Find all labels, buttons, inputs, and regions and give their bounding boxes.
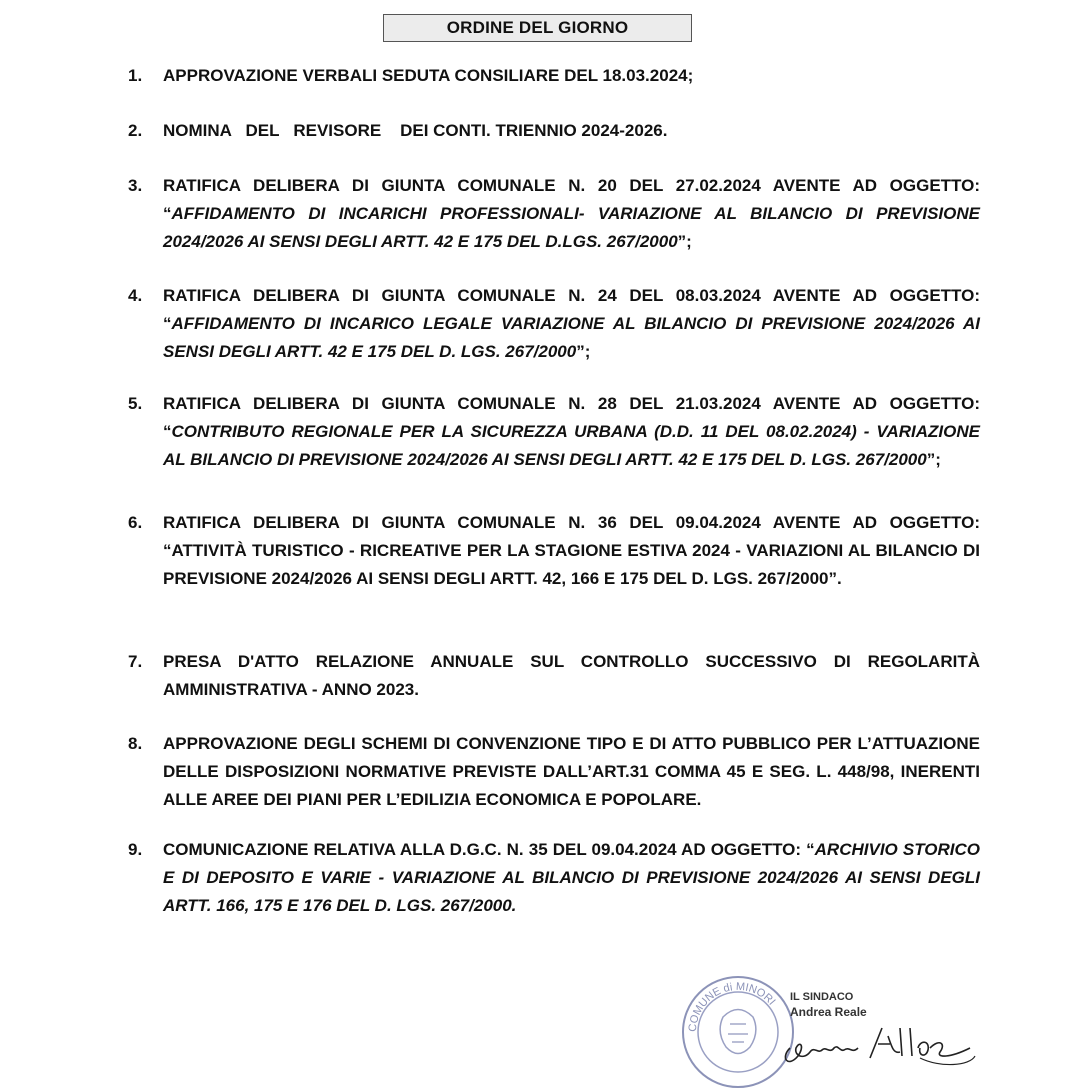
- agenda-item-9: [128, 836, 980, 920]
- document-title: ORDINE DEL GIORNO: [383, 14, 692, 42]
- item-lead: RATIFICA DELIBERA DI GIUNTA COMUNALE N. 28 DEL 21.03.2024 AVENTE AD OGGETTO: “: [163, 394, 980, 441]
- item-text: NOMINA DEL REVISORE DEI CONTI. TRIENNIO 2024-2026.: [163, 121, 668, 140]
- agenda-item-5: [128, 390, 980, 474]
- agenda-item-1: [128, 62, 980, 90]
- item-text: [163, 836, 980, 920]
- agenda-item-3: [128, 172, 980, 256]
- item-number: 2.: [128, 121, 143, 140]
- item-subject: CONTRIBUTO REGIONALE PER LA SICUREZZA URBANA (D.D. 11 DEL 08.02.2024) - VARIAZIONE AL BILANCIO DI PREVISIONE 2024/2026 AI SENSI DEGLI ARTT. 42 E 175 DEL D. LGS. 267/2000: [163, 422, 980, 469]
- agenda-item-7: [128, 648, 980, 704]
- item-text: [163, 390, 980, 474]
- item-number: 5.: [128, 394, 143, 413]
- item-text: [163, 172, 980, 256]
- item-subject: ARCHIVIO STORICO E DI DEPOSITO E VARIE - VARIAZIONE AL BILANCIO DI PREVISIONE 2024/2026 AI SENSI DEGLI ARTT. 166, 175 E 176 DEL D. LGS. 267/2000.: [163, 840, 981, 915]
- signature-name: Andrea Reale: [790, 1005, 867, 1019]
- item-subject: AFFIDAMENTO DI INCARICO LEGALE VARIAZIONE AL BILANCIO DI PREVISIONE 2024/2026 AI SENSI DEGLI ARTT. 42 E 175 DEL D. LGS. 267/2000: [163, 314, 980, 361]
- stamp-text: COMUNE di MINORI: [686, 980, 778, 1033]
- item-tail: ”;: [576, 342, 591, 361]
- agenda-item-2: [128, 117, 980, 145]
- agenda-item-8: [128, 730, 980, 814]
- item-subject: AFFIDAMENTO DI INCARICHI PROFESSIONALI- VARIAZIONE AL BILANCIO DI PREVISIONE 2024/2026 AI SENSI DEGLI ARTT. 42 E 175 DEL D.LGS. 267/2000: [163, 204, 980, 251]
- item-number: 4.: [128, 286, 143, 305]
- agenda-item-6: [128, 509, 980, 593]
- item-text: APPROVAZIONE VERBALI SEDUTA CONSILIARE DEL 18.03.2024;: [163, 66, 694, 85]
- item-lead: RATIFICA DELIBERA DI GIUNTA COMUNALE N. 20 DEL 27.02.2024 AVENTE AD OGGETTO: “: [163, 176, 980, 223]
- item-number: 3.: [128, 176, 143, 195]
- item-lead: COMUNICAZIONE RELATIVA ALLA D.G.C. N. 35 DEL 09.04.2024 AD OGGETTO: “: [163, 840, 815, 859]
- item-number: 8.: [128, 734, 143, 753]
- item-text: [163, 282, 980, 366]
- agenda-item-4: [128, 282, 980, 366]
- item-number: 1.: [128, 66, 143, 85]
- item-text: PRESA D'ATTO RELAZIONE ANNUALE SUL CONTROLLO SUCCESSIVO DI REGOLARITÀ AMMINISTRATIVA - ANNO 2023.: [163, 652, 980, 699]
- item-number: 6.: [128, 513, 143, 532]
- signature-block: [790, 990, 867, 1020]
- item-tail: ”;: [677, 232, 692, 251]
- handwritten-signature: [770, 1018, 980, 1070]
- item-lead: RATIFICA DELIBERA DI GIUNTA COMUNALE N. 24 DEL 08.03.2024 AVENTE AD OGGETTO: “: [163, 286, 980, 333]
- item-text: APPROVAZIONE DEGLI SCHEMI DI CONVENZIONE TIPO E DI ATTO PUBBLICO PER L’ATTUAZIONE DELLE DISPOSIZIONI NORMATIVE PREVISTE DALL’ART.31 COMMA 45 E SEG. L. 448/98, INERENTI ALLE AREE DEI PIANI PER L’EDILIZIA ECONOMICA E POPOLARE.: [163, 734, 980, 809]
- item-tail: ”;: [926, 450, 941, 469]
- item-number: 7.: [128, 652, 143, 671]
- signature-role: IL SINDACO: [790, 991, 854, 1003]
- item-text: RATIFICA DELIBERA DI GIUNTA COMUNALE N. 36 DEL 09.04.2024 AVENTE AD OGGETTO: “ATTIVITÀ TURISTICO - RICREATIVE PER LA STAGIONE ESTIVA 2024 - VARIAZIONI AL BILANCIO DI PREVISIONE 2024/2026 AI SENSI DEGLI ARTT. 42, 166 E 175 DEL D. LGS. 267/2000”.: [163, 513, 980, 588]
- item-number: 9.: [128, 840, 143, 859]
